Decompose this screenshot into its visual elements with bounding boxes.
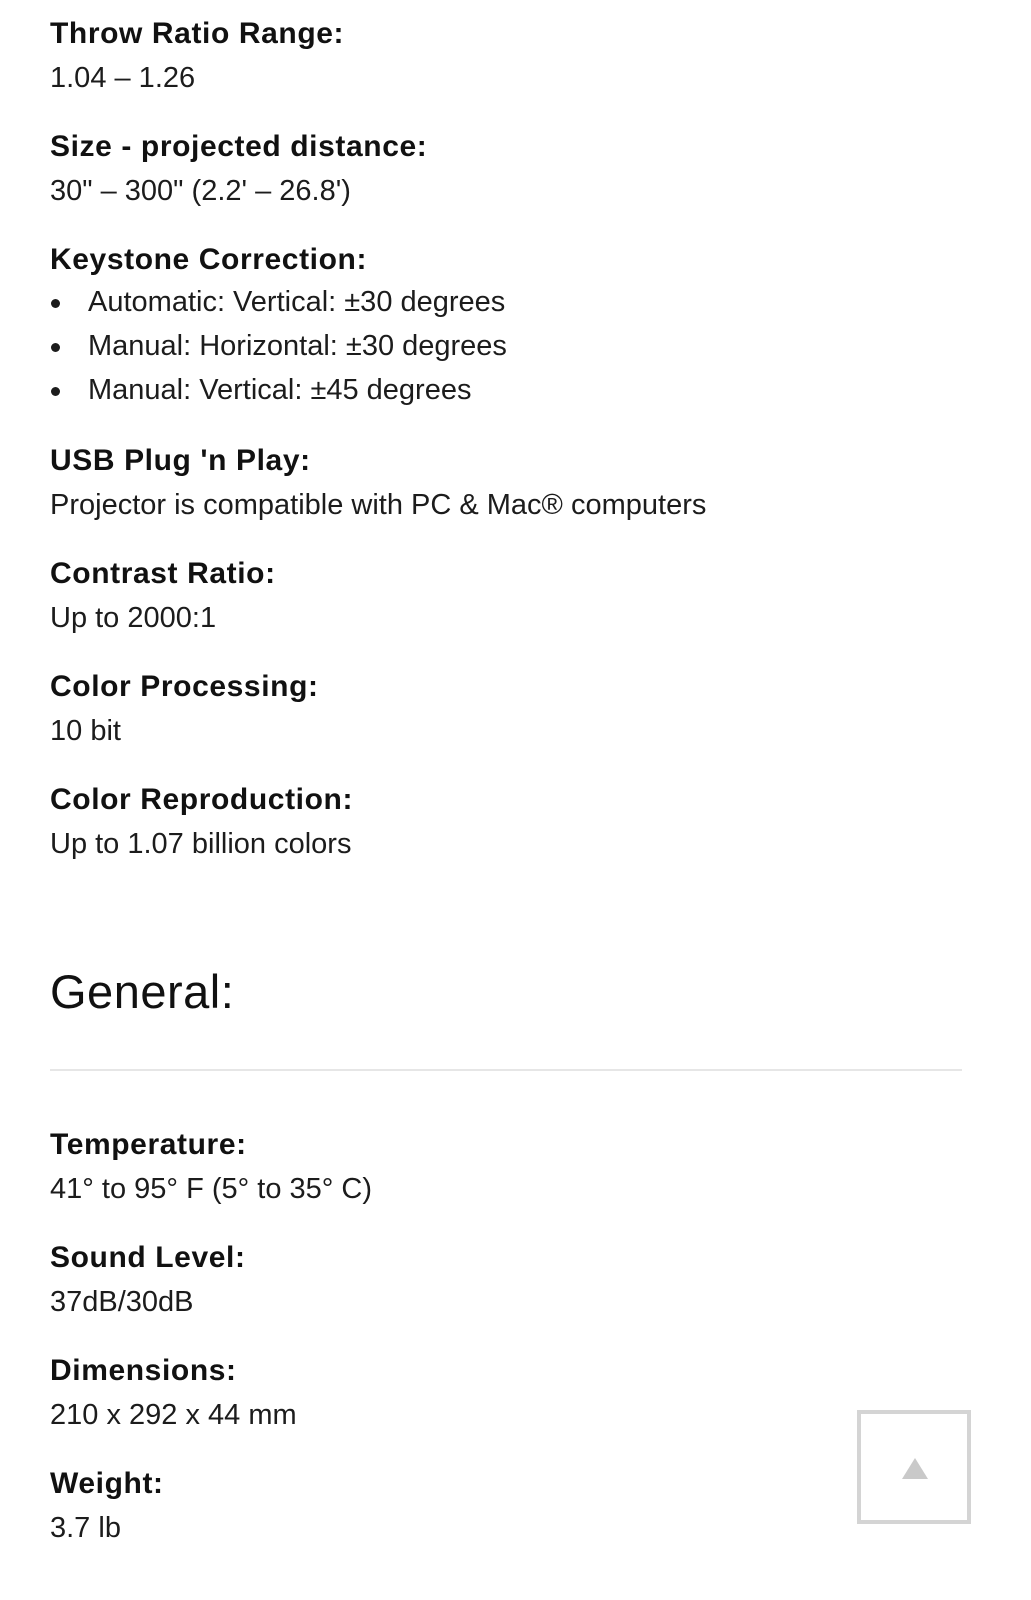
spec-dimensions xyxy=(50,1353,950,1433)
spec-weight xyxy=(50,1466,950,1546)
spec-sound-level xyxy=(50,1240,950,1320)
spec-size-distance xyxy=(50,129,950,209)
section-divider xyxy=(50,1069,962,1071)
section-heading-general: General: xyxy=(50,965,235,1018)
spec-color-reproduction xyxy=(50,782,950,862)
list-item-text: Automatic: Vertical: ±30 degrees xyxy=(88,286,506,318)
spec-keystone-correction xyxy=(50,242,950,416)
spec-value: Projector is compatible with PC & Mac® computers xyxy=(50,489,707,521)
spec-label: Contrast Ratio: xyxy=(50,557,276,590)
spec-label: Dimensions: xyxy=(50,1354,237,1387)
spec-label: Temperature: xyxy=(50,1128,247,1161)
spec-value: Up to 1.07 billion colors xyxy=(50,828,352,860)
spec-label: Sound Level: xyxy=(50,1241,246,1274)
spec-label: Weight: xyxy=(50,1467,164,1500)
spec-temperature xyxy=(50,1127,950,1207)
bullet-icon xyxy=(51,387,60,396)
spec-label: Keystone Correction: xyxy=(50,243,368,276)
spec-throw-ratio xyxy=(50,16,950,96)
spec-contrast-ratio xyxy=(50,556,950,636)
spec-value: 37dB/30dB xyxy=(50,1286,194,1318)
spec-value: 10 bit xyxy=(50,715,121,747)
arrow-up-icon xyxy=(902,1458,928,1479)
spec-label: Color Processing: xyxy=(50,670,319,703)
spec-value: 210 x 292 x 44 mm xyxy=(50,1399,297,1431)
spec-value: 30" – 300" (2.2' – 26.8') xyxy=(50,175,351,207)
spec-usb-plug-n-play xyxy=(50,443,950,523)
list-item xyxy=(50,284,950,328)
list-item-text: Manual: Horizontal: ±30 degrees xyxy=(88,330,507,362)
spec-color-processing xyxy=(50,669,950,749)
spec-value: 3.7 lb xyxy=(50,1512,121,1544)
back-to-top-button[interactable] xyxy=(857,1410,971,1524)
spec-value: 1.04 – 1.26 xyxy=(50,62,196,94)
spec-value: 41° to 95° F (5° to 35° C) xyxy=(50,1173,373,1205)
spec-label: Size - projected distance: xyxy=(50,130,428,163)
spec-value: Up to 2000:1 xyxy=(50,602,217,634)
list-item-text: Manual: Vertical: ±45 degrees xyxy=(88,374,472,406)
list-item xyxy=(50,328,950,372)
keystone-list xyxy=(50,284,950,416)
spec-label: USB Plug 'n Play: xyxy=(50,444,311,477)
spec-label: Throw Ratio Range: xyxy=(50,17,345,50)
bullet-icon xyxy=(51,343,60,352)
list-item xyxy=(50,372,950,416)
bullet-icon xyxy=(51,299,60,308)
spec-label: Color Reproduction: xyxy=(50,783,354,816)
